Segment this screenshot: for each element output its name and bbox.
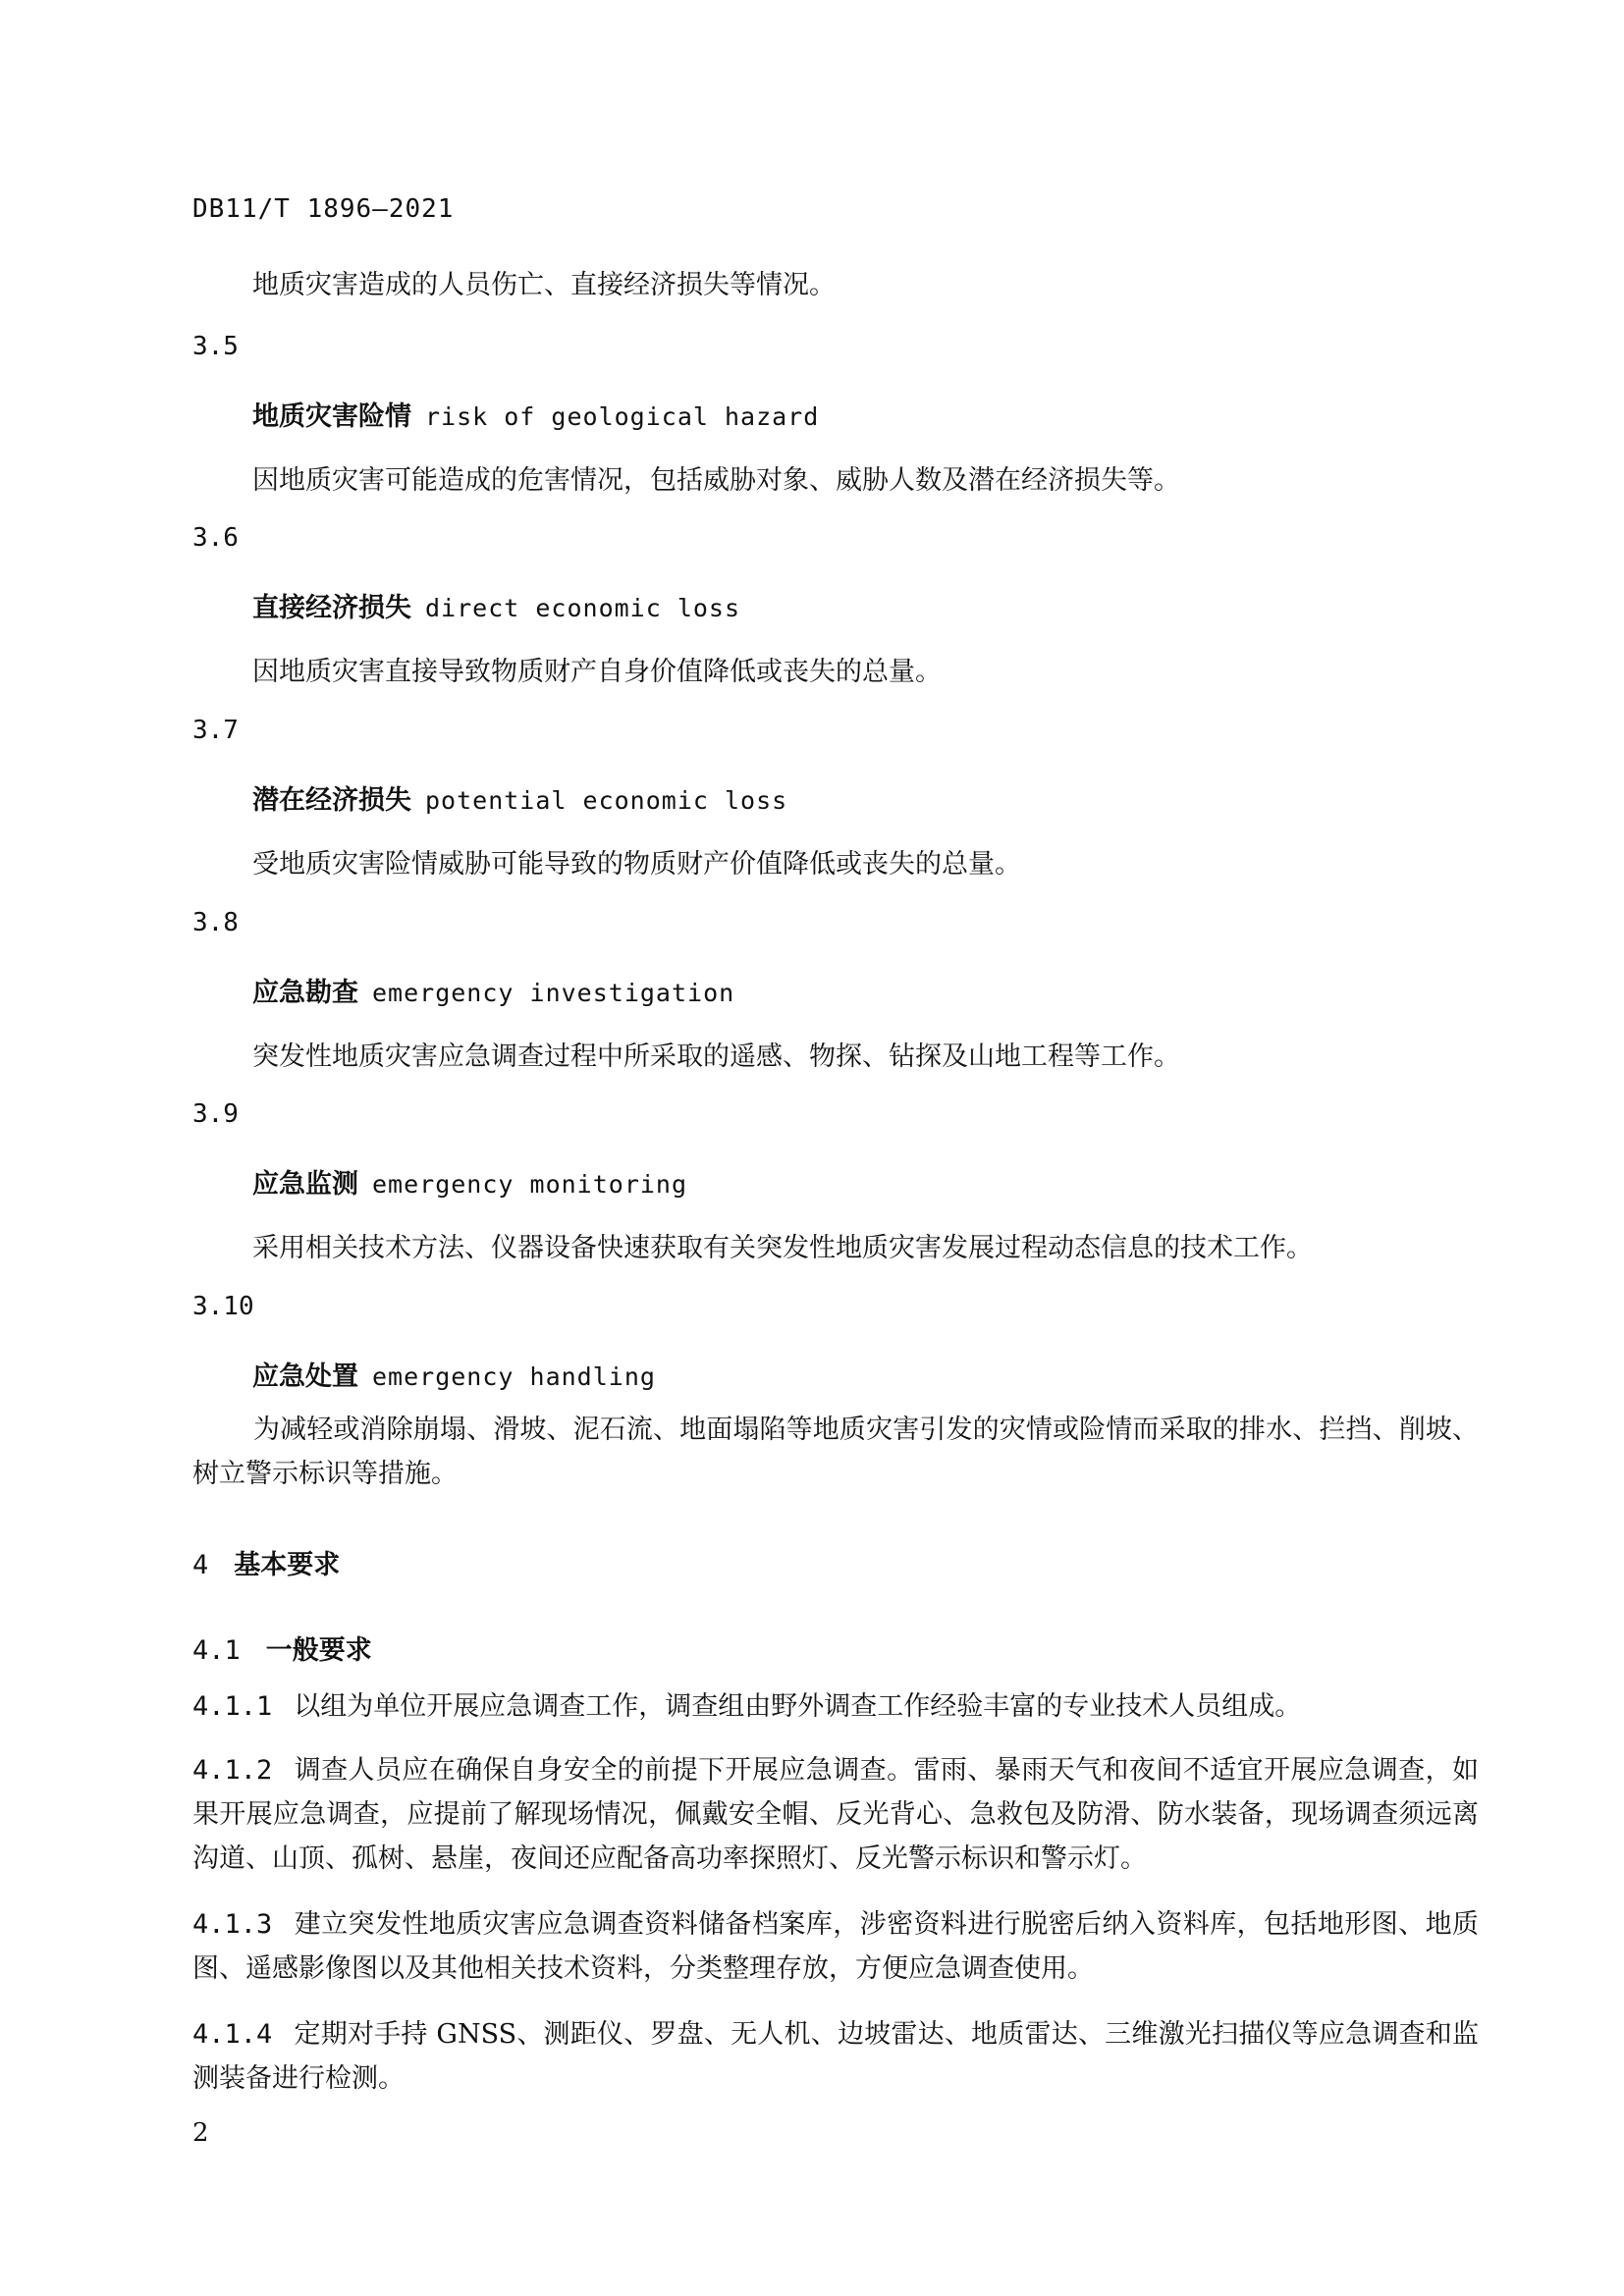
clause (192, 1748, 1479, 1881)
term-definition: 突发性地质灾害应急调查过程中所采取的遥感、物探、钻探及山地工程等工作。 (252, 1041, 1180, 1072)
term-number: 3.9 (192, 1099, 239, 1129)
term-heading (252, 586, 740, 624)
term-chinese: 应急监测 (252, 1169, 358, 1200)
term-heading (252, 971, 734, 1009)
clause (192, 1684, 1479, 1729)
section-heading (192, 1543, 340, 1581)
term-heading (252, 395, 819, 433)
clause-text: 建立突发性地质灾害应急调查资料储备档案库，涉密资料进行脱密后纳入资料库，包括地形图、地质图、遥感影像图以及其他相关技术资料，分类整理存放，方便应急调查使用。 (192, 1909, 1479, 1984)
subsection-title: 一般要求 (265, 1635, 372, 1666)
term-english: emergency monitoring (372, 1170, 688, 1199)
clause-number: 4.1.4 (192, 2019, 273, 2050)
term-definition: 受地质灾害险情威胁可能导致的物质财产价值降低或丧失的总量。 (252, 849, 1021, 880)
section-title: 基本要求 (234, 1550, 341, 1580)
subsection-heading (192, 1629, 372, 1667)
clause-number: 4.1.2 (192, 1755, 273, 1786)
clause-number: 4.1.3 (192, 1909, 273, 1940)
term-english: potential economic loss (425, 786, 788, 815)
term-definition: 采用相关技术方法、仪器设备快速获取有关突发性地质灾害发展过程动态信息的技术工作。 (252, 1233, 1313, 1263)
clause-number: 4.1.1 (192, 1691, 273, 1722)
term-definition: 因地质灾害直接导致物质财产自身价值降低或丧失的总量。 (252, 657, 942, 687)
subsection-number: 4.1 (192, 1635, 241, 1666)
term-number: 3.6 (192, 523, 239, 553)
term-chinese: 应急处置 (252, 1362, 358, 1392)
section-number: 4 (192, 1550, 209, 1580)
clause-text: 定期对手持 GNSS、测距仪、罗盘、无人机、边坡雷达、地质雷达、三维激光扫描仪等应急调查和监测装备进行检测。 (192, 2019, 1479, 2094)
clause-text: 调查人员应在确保自身安全的前提下开展应急调查。雷雨、暴雨天气和夜间不适宜开展应急调查，如果开展应急调查，应提前了解现场情况，佩戴安全帽、反光背心、急救包及防滑、防水装备，现场调查须远离沟道、山顶、孤树、悬崖，夜间还应配备高功率探照灯、反光警示标识和警示灯。 (192, 1755, 1479, 1874)
term-chinese: 地质灾害险情 (252, 401, 411, 432)
term-number: 3.7 (192, 716, 239, 745)
term-english: emergency investigation (372, 979, 735, 1007)
term-chinese: 潜在经济损失 (252, 785, 411, 816)
clause (192, 2012, 1479, 2101)
term-chinese: 直接经济损失 (252, 593, 411, 623)
intro-line: 地质灾害造成的人员伤亡、直接经济损失等情况。 (252, 270, 836, 300)
term-english: direct economic loss (425, 594, 741, 622)
term-definition: 因地质灾害可能造成的危害情况，包括威胁对象、威胁人数及潜在经济损失等。 (252, 465, 1180, 496)
page-number: 2 (192, 2118, 209, 2148)
term-heading (252, 778, 787, 817)
document-id-header: DB11/T 1896—2021 (192, 194, 455, 224)
term-definition: 为减轻或消除崩塌、滑坡、泥石流、地面塌陷等地质灾害引发的灾情或险情而采取的排水、拦挡、削坡、树立警示标识等措施。 (192, 1415, 1479, 1489)
term-chinese: 应急勘查 (252, 978, 358, 1008)
term-number: 3.8 (192, 908, 239, 937)
term-heading (252, 1355, 656, 1393)
term-english: risk of geological hazard (425, 402, 820, 431)
clause (192, 1902, 1479, 1991)
term-number: 3.5 (192, 332, 239, 361)
term-number: 3.10 (192, 1292, 254, 1321)
clause-text: 以组为单位开展应急调查工作，调查组由野外调查工作经验丰富的专业技术人员组成。 (294, 1691, 1302, 1722)
term-heading (252, 1162, 687, 1201)
term-english: emergency handling (372, 1362, 656, 1391)
